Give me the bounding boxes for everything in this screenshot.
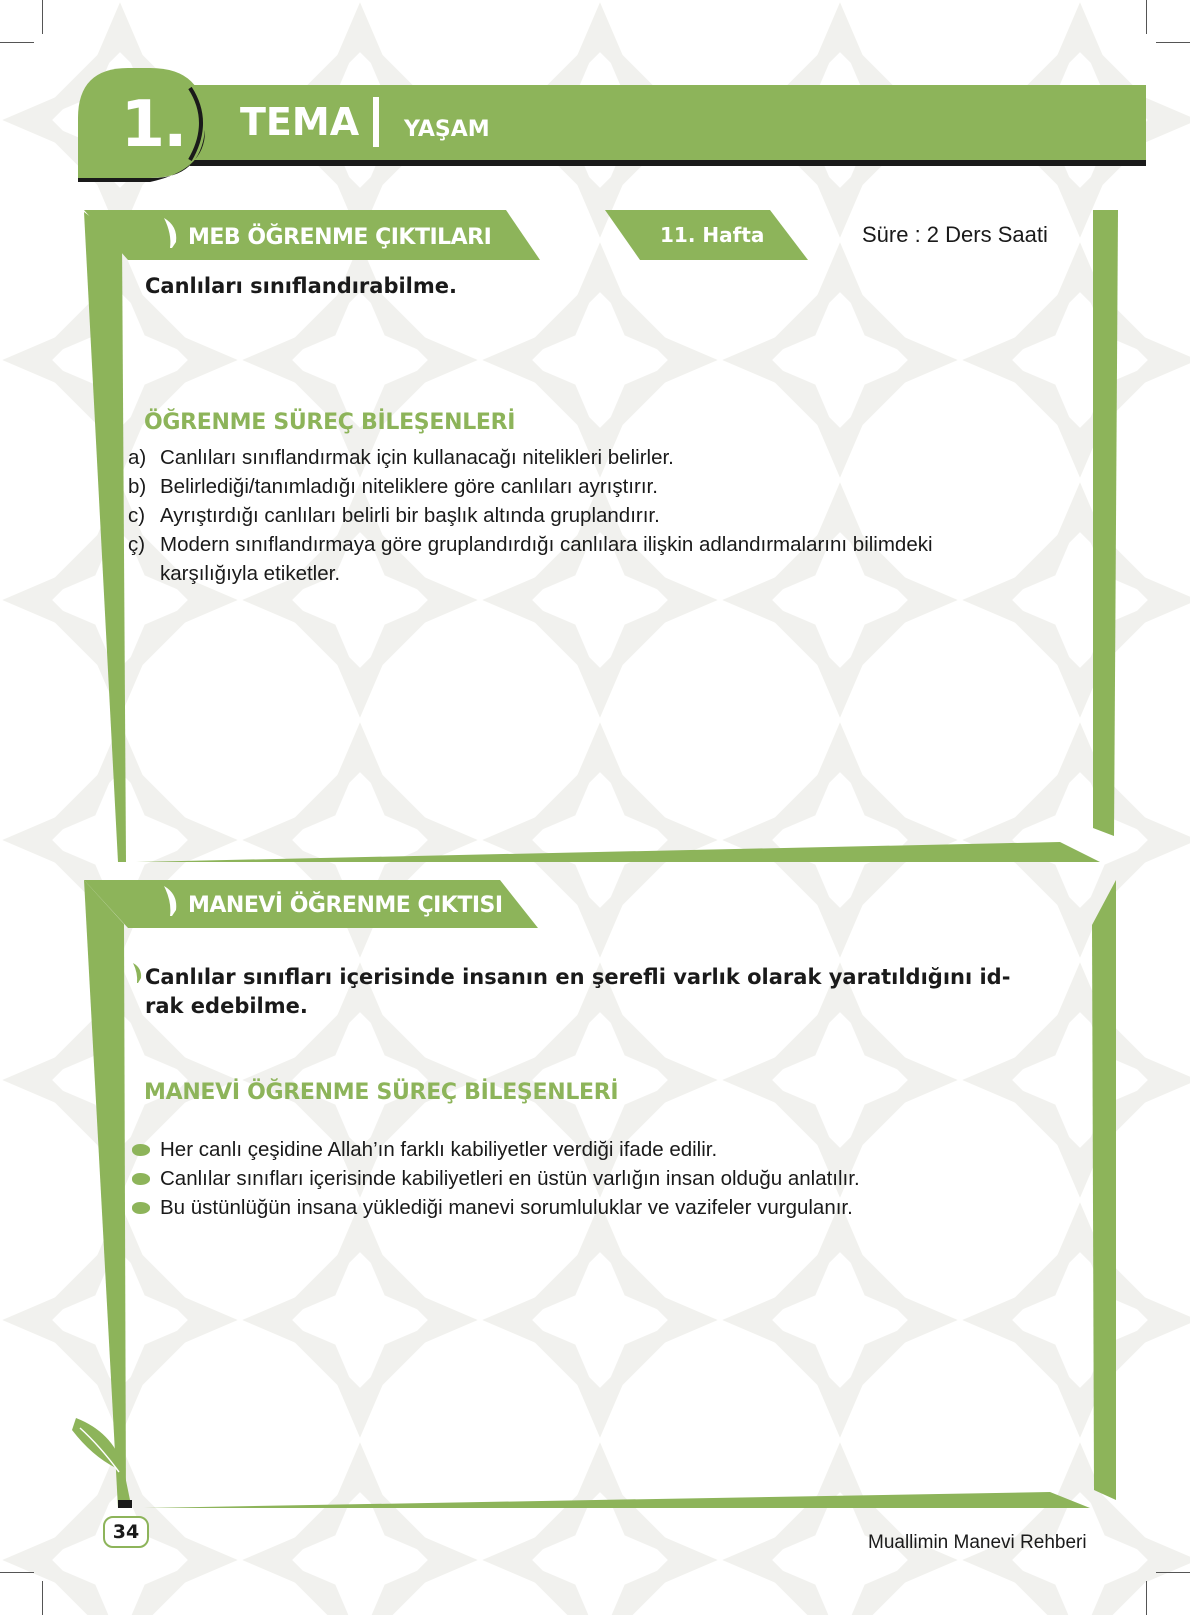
leaf-bullet-icon	[132, 1144, 150, 1156]
spiritual-components-heading: MANEVİ ÖĞRENME SÜREÇ BİLEŞENLERİ	[144, 1080, 619, 1105]
theme-subtitle: YAŞAM	[404, 117, 490, 142]
week-label: 11. Hafta	[660, 223, 765, 247]
section-tab-meb-outcomes: MEB ÖĞRENME ÇIKTILARI	[188, 225, 492, 250]
list-item: Bu üstünlüğün insana yüklediği manevi sorumluluklar ve vazifeler vurgulanır.	[132, 1193, 860, 1222]
leaf-bullet-icon	[132, 1173, 150, 1185]
list-item: Her canlı çeşidine Allah’ın farklı kabiliyetler verdiği ifade edilir.	[132, 1135, 860, 1164]
book-title: Muallimin Manevi Rehberi	[868, 1532, 1087, 1553]
components-heading: ÖĞRENME SÜREÇ BİLEŞENLERİ	[144, 410, 516, 435]
feather-icon	[160, 884, 180, 918]
spiritual-components-list	[132, 1135, 860, 1222]
list-item: c) Ayrıştırdığı canlıları belirli bir başlık altında gruplandırır.	[128, 504, 660, 527]
leaf-bullet-icon	[132, 1202, 150, 1214]
list-item: a) Canlıları sınıflandırmak için kullanacağı nitelikleri belirler.	[128, 446, 674, 469]
learning-outcome: Canlıları sınıflandırabilme.	[145, 274, 457, 298]
section-tab-manevi-outcome: MANEVİ ÖĞRENME ÇIKTISI	[188, 893, 503, 918]
spiritual-outcome: Canlılar sınıfları içerisinde insanın en şerefli varlık olarak yaratıldığını id- rak edebilme.	[145, 965, 1011, 1018]
theme-title: TEMA	[240, 100, 360, 144]
list-item: b) Belirlediği/tanımladığı niteliklere göre canlıları ayrıştırır.	[128, 475, 658, 498]
components-list	[128, 443, 933, 588]
theme-separator	[373, 97, 379, 147]
list-item: Canlılar sınıfları içerisinde kabiliyetleri en üstün varlığın insan olduğu anlatılır.	[132, 1164, 860, 1193]
page-number: 34	[103, 1516, 149, 1548]
list-item: ç) Modern sınıflandırmaya göre gruplandırdığı canlılara ilişkin adlandırmalarını bilimdeki karşılığıyla etiketler.	[128, 533, 933, 585]
duration-label: Süre : 2 Ders Saati	[862, 222, 1048, 247]
theme-number: 1.	[120, 88, 186, 162]
feather-icon	[160, 216, 180, 250]
feather-icon	[131, 962, 143, 984]
